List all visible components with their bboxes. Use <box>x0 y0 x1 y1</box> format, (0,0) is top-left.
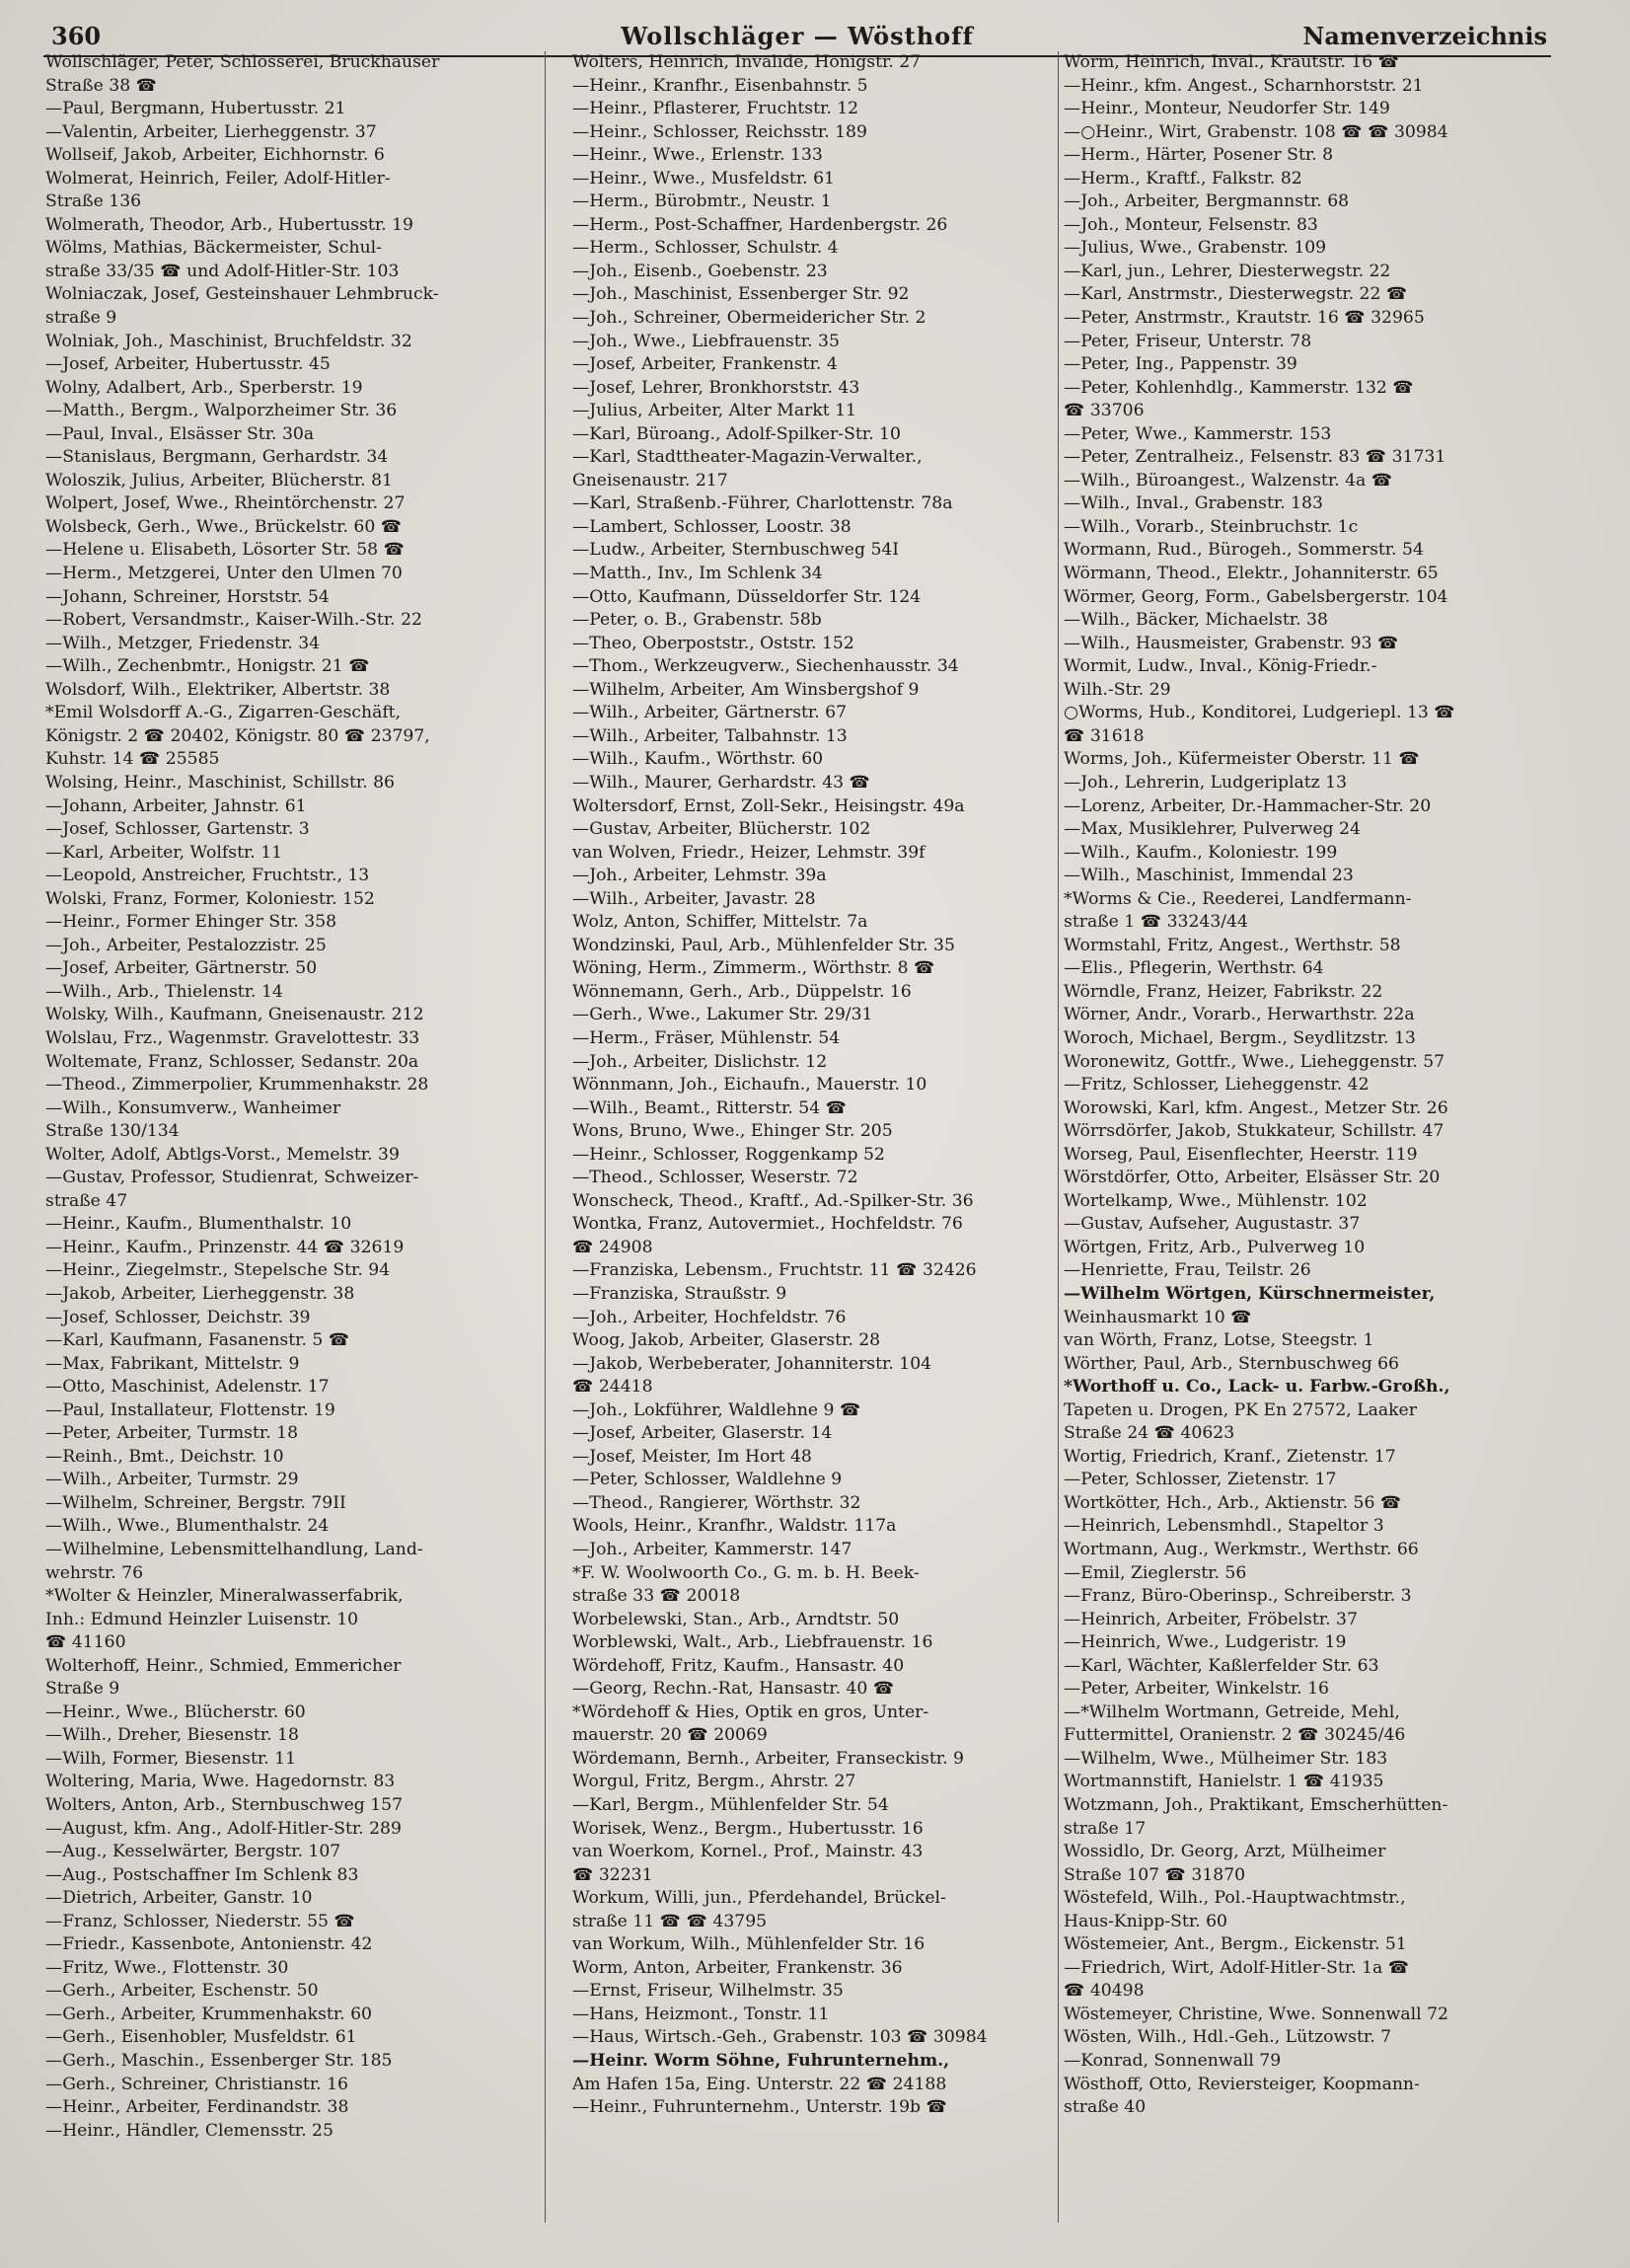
directory-entry-line: Woltemate, Franz, Schlosser, Sedanstr. 20a <box>45 1051 419 1072</box>
directory-entry-line: Wörther, Paul, Arb., Sternbuschweg 66 <box>1064 1353 1399 1374</box>
directory-entry-line: —Wilh., Arbeiter, Javastr. 28 <box>572 888 816 909</box>
directory-entry-line: Wönnmann, Joh., Eichaufn., Mauerstr. 10 <box>572 1075 927 1096</box>
directory-entry-line: —Joh., Lehrerin, Ludgeriplatz 13 <box>1064 772 1348 793</box>
directory-entry-line: —Franz, Schlosser, Niederstr. 55 ☎ <box>45 1911 355 1931</box>
directory-entry-line: —Leopold, Anstreicher, Fruchtstr., 13 <box>45 866 370 886</box>
directory-entry-line: straße 1 ☎ 33243/44 <box>1064 912 1248 933</box>
directory-entry-line: Straße 130/134 <box>45 1121 180 1142</box>
directory-entry-line: Wortelkamp, Wwe., Mühlenstr. 102 <box>1064 1190 1368 1211</box>
directory-entry-line: Wolmerat, Heinrich, Feiler, Adolf-Hitler- <box>45 168 391 189</box>
directory-entry-line: Wolniak, Joh., Maschinist, Bruchfeldstr. 32 <box>45 331 412 351</box>
directory-entry-line: —Wilh., Arbeiter, Turmstr. 29 <box>45 1470 299 1490</box>
directory-entry-line: Wolsbeck, Gerh., Wwe., Brückelstr. 60 ☎ <box>45 516 403 537</box>
directory-entry-line: —Joh., Lokführer, Waldlehne 9 ☎ <box>572 1399 861 1420</box>
directory-entry-line: —Stanislaus, Bergmann, Gerhardstr. 34 <box>45 447 389 468</box>
directory-entry-line: Wossidlo, Dr. Georg, Arzt, Mülheimer <box>1064 1842 1386 1862</box>
directory-entry-line: —Gerh., Schreiner, Christianstr. 16 <box>45 2074 348 2094</box>
directory-entry-line: —August, kfm. Ang., Adolf-Hitler-Str. 289 <box>45 1818 402 1839</box>
directory-entry-line: Worm, Heinrich, Inval., Krautstr. 16 ☎ <box>1064 52 1400 72</box>
directory-entry-line: —Ernst, Friseur, Wilhelmstr. 35 <box>572 1981 844 2002</box>
directory-entry-line: —Hans, Heizmont., Tonstr. 11 <box>572 2003 830 2024</box>
directory-entry-line: Woronewitz, Gottfr., Wwe., Lieheggenstr. 57 <box>1064 1051 1445 1072</box>
directory-entry-line: —Henriette, Frau, Teilstr. 26 <box>1064 1260 1311 1281</box>
directory-entry-line: —Heinr., Kranfhr., Eisenbahnstr. 5 <box>572 75 868 96</box>
directory-entry-line: —Joh., Monteur, Felsenstr. 83 <box>1064 214 1318 235</box>
directory-entry-line: —Gerh., Arbeiter, Eschenstr. 50 <box>45 1981 319 2002</box>
directory-entry-line: ☎ 24908 <box>572 1237 653 1257</box>
directory-entry-line: Futtermittel, Oranienstr. 2 ☎ 30245/46 <box>1064 1725 1406 1746</box>
directory-entry-line: Weinhausmarkt 10 ☎ <box>1064 1307 1252 1327</box>
directory-entry-line: ☎ 31618 <box>1064 725 1145 746</box>
directory-entry-line: —Gerh., Arbeiter, Krummenhakstr. 60 <box>45 2003 372 2024</box>
directory-entry-line: —Gustav, Professor, Studienrat, Schweizer- <box>45 1168 419 1188</box>
directory-entry-line: Woloszik, Julius, Arbeiter, Blücherstr. 81 <box>45 470 393 491</box>
directory-entry-line: —Paul, Inval., Elsässer Str. 30a <box>45 423 315 444</box>
directory-entry-line: ○Worms, Hub., Konditorei, Ludgeriepl. 13 ☎ <box>1064 703 1455 723</box>
directory-entry-line: —Fritz, Wwe., Flottenstr. 30 <box>45 1957 289 1978</box>
directory-entry-line: Wöning, Herm., Zimmerm., Wörthstr. 8 ☎ <box>572 958 935 979</box>
directory-entry-line: —Joh., Eisenb., Goebenstr. 23 <box>572 261 828 281</box>
directory-entry-line: —Lambert, Schlosser, Loostr. 38 <box>572 516 852 537</box>
directory-entry-line: —Heinr., Fuhrunternehm., Unterstr. 19b ☎ <box>572 2097 947 2118</box>
directory-entry-line: *Worms & Cie., Reederei, Landfermann- <box>1064 888 1412 909</box>
directory-entry-line: —Robert, Versandmstr., Kaiser-Wilh.-Str. 22 <box>45 610 422 631</box>
directory-entry-line: —○Heinr., Wirt, Grabenstr. 108 ☎ ☎ 30984 <box>1064 121 1448 142</box>
directory-entry-line: Wormstahl, Fritz, Angest., Werthstr. 58 <box>1064 935 1401 955</box>
directory-entry-line: —Matth., Inv., Im Schlenk 34 <box>572 564 823 584</box>
directory-entry-line: —Wilhelm Wörtgen, Kürschnermeister, <box>1064 1283 1436 1304</box>
directory-entry-line: —Karl, jun., Lehrer, Diesterwegstr. 22 <box>1064 261 1391 281</box>
directory-entry-line: van Workum, Wilh., Mühlenfelder Str. 16 <box>572 1934 926 1955</box>
directory-entry-line: —Heinr. Worm Söhne, Fuhrunternehm., <box>572 2051 950 2072</box>
directory-entry-line: Wortig, Friedrich, Kranf., Zietenstr. 17 <box>1064 1446 1396 1467</box>
directory-entry-line: —Herm., Fräser, Mühlenstr. 54 <box>572 1027 841 1048</box>
directory-entry-line: —Joh., Arbeiter, Lehmstr. 39a <box>572 866 827 886</box>
directory-entry-line: Am Hafen 15a, Eing. Unterstr. 22 ☎ 24188 <box>572 2074 947 2094</box>
directory-entry-line: *F. W. Woolwoorth Co., G. m. b. H. Beek- <box>572 1562 920 1583</box>
directory-entry-line: Wortmannstift, Hanielstr. 1 ☎ 41935 <box>1064 1772 1384 1792</box>
directory-entry-line: —Heinrich, Wwe., Ludgeristr. 19 <box>1064 1632 1347 1653</box>
directory-entry-line: —Joh., Arbeiter, Bergmannstr. 68 <box>1064 191 1350 212</box>
directory-entry-line: —Joh., Wwe., Liebfrauenstr. 35 <box>572 331 840 351</box>
directory-entry-line: —Herm., Metzgerei, Unter den Ulmen 70 <box>45 564 403 584</box>
directory-entry-line: Straße 136 <box>45 191 142 212</box>
directory-entry-line: —Heinr., Kaufm., Prinzenstr. 44 ☎ 32619 <box>45 1237 405 1257</box>
directory-entry-line: —Heinrich, Lebensmhdl., Stapeltor 3 <box>1064 1516 1384 1537</box>
directory-entry-line: —Joh., Maschinist, Essenberger Str. 92 <box>572 284 910 305</box>
directory-entry-line: —Franz, Büro-Oberinsp., Schreiberstr. 3 <box>1064 1586 1412 1607</box>
directory-entry-line: Wörner, Andr., Vorarb., Herwarthstr. 22a <box>1064 1005 1415 1025</box>
directory-entry-line: —Lorenz, Arbeiter, Dr.-Hammacher-Str. 20 <box>1064 795 1432 816</box>
directory-entry-line: —Paul, Installateur, Flottenstr. 19 <box>45 1399 335 1420</box>
directory-entry-line: —Wilhelm, Arbeiter, Am Winsbergshof 9 <box>572 679 920 700</box>
directory-entry-line: —Josef, Arbeiter, Hubertusstr. 45 <box>45 354 331 375</box>
directory-entry-line: Worisek, Wenz., Bergm., Hubertusstr. 16 <box>572 1818 924 1839</box>
directory-entry-line: —Theo, Oberpoststr., Oststr. 152 <box>572 633 854 653</box>
directory-entry-line: ☎ 32231 <box>572 1864 653 1885</box>
directory-entry-line: —Paul, Bergmann, Hubertusstr. 21 <box>45 99 346 119</box>
directory-entry-line: —Joh., Arbeiter, Dislichstr. 12 <box>572 1051 828 1072</box>
directory-entry-line: Worseg, Paul, Eisenflechter, Heerstr. 119 <box>1064 1144 1418 1165</box>
directory-entry-line: Wolniaczak, Josef, Gesteinshauer Lehmbruck- <box>45 284 439 305</box>
directory-entry-line: —Wilh., Beamt., Ritterstr. 54 ☎ <box>572 1097 848 1118</box>
directory-entry-line: Haus-Knipp-Str. 60 <box>1064 1911 1227 1931</box>
directory-entry-line: Wondzinski, Paul, Arb., Mühlenfelder Str. 35 <box>572 935 955 955</box>
directory-entry-line: —Herm., Kraftf., Falkstr. 82 <box>1064 168 1302 189</box>
directory-entry-line: Wolmerath, Theodor, Arb., Hubertusstr. 19 <box>45 214 413 235</box>
directory-entry-line: Inh.: Edmund Heinzler Luisenstr. 10 <box>45 1609 359 1629</box>
page-title: Wollschläger — Wösthoff <box>621 22 974 50</box>
directory-entry-line: Wools, Heinr., Kranfhr., Waldstr. 117a <box>572 1516 897 1537</box>
directory-entry-line: *Worthoff u. Co., Lack- u. Farbw.-Großh., <box>1064 1377 1450 1398</box>
directory-entry-line: *Wördehoff & Hies, Optik en gros, Unter- <box>572 1701 929 1722</box>
directory-entry-line: wehrstr. 76 <box>45 1562 144 1583</box>
directory-entry-line: Kuhstr. 14 ☎ 25585 <box>45 749 220 770</box>
directory-entry-line: —Theod., Zimmerpolier, Krummenhakstr. 28 <box>45 1075 429 1096</box>
directory-entry-line: Wörtgen, Fritz, Arb., Pulverweg 10 <box>1064 1237 1366 1257</box>
directory-entry-line: —Jakob, Arbeiter, Lierheggenstr. 38 <box>45 1283 355 1304</box>
directory-entry-line: —Johann, Arbeiter, Jahnstr. 61 <box>45 795 307 816</box>
column-2 <box>572 51 1062 2258</box>
directory-entry-line: —Heinr., Wwe., Blücherstr. 60 <box>45 1701 306 1722</box>
directory-entry-line: ☎ 24418 <box>572 1377 653 1398</box>
directory-entry-line: —Karl, Kaufmann, Fasanenstr. 5 ☎ <box>45 1330 350 1351</box>
directory-entry-line: Worbelewski, Stan., Arb., Arndtstr. 50 <box>572 1609 900 1629</box>
directory-entry-line: —Peter, Wwe., Kammerstr. 153 <box>1064 423 1332 444</box>
directory-entry-line: —Heinr., Ziegelmstr., Stepelsche Str. 94 <box>45 1260 391 1281</box>
directory-entry-line: Worms, Joh., Küfermeister Oberstr. 11 ☎ <box>1064 749 1420 770</box>
directory-entry-line: Wörmann, Theod., Elektr., Johanniterstr. 65 <box>1064 564 1439 584</box>
directory-entry-line: —Josef, Schlosser, Gartenstr. 3 <box>45 819 310 840</box>
directory-entry-line: Woroch, Michael, Bergm., Seydlitzstr. 13 <box>1064 1027 1416 1048</box>
directory-entry-line: —Heinr., Former Ehinger Str. 358 <box>45 912 337 933</box>
directory-entry-line: Wolski, Franz, Former, Koloniestr. 152 <box>45 888 375 909</box>
directory-entry-line: Wollseif, Jakob, Arbeiter, Eichhornstr. 6 <box>45 145 385 166</box>
column-1 <box>45 51 541 2258</box>
directory-entry-line: Wolpert, Josef, Wwe., Rheintörchenstr. 27 <box>45 493 406 514</box>
directory-entry-line: Wöstemeyer, Christine, Wwe. Sonnenwall 72 <box>1064 2003 1448 2024</box>
directory-entry-line: —Peter, Arbeiter, Winkelstr. 16 <box>1064 1679 1329 1700</box>
directory-entry-line: Straße 9 <box>45 1679 120 1700</box>
directory-entry-line: —Otto, Maschinist, Adelenstr. 17 <box>45 1377 330 1398</box>
directory-entry-line: *Emil Wolsdorff A.-G., Zigarren-Geschäft, <box>45 703 402 723</box>
directory-entry-line: —Peter, Zentralheiz., Felsenstr. 83 ☎ 31731 <box>1064 447 1446 468</box>
directory-entry-line: Worowski, Karl, kfm. Angest., Metzer Str. 26 <box>1064 1097 1448 1118</box>
directory-entry-line: —Franziska, Lebensm., Fruchtstr. 11 ☎ 32426 <box>572 1260 977 1281</box>
column-3 <box>1064 51 1577 2258</box>
directory-entry-line: —Aug., Postschaffner Im Schlenk 83 <box>45 1864 359 1885</box>
directory-entry-line: —Theod., Schlosser, Weserstr. 72 <box>572 1168 858 1188</box>
directory-entry-line: —Wilh., Dreher, Biesenstr. 18 <box>45 1725 299 1746</box>
directory-entry-line: —Peter, Kohlenhdlg., Kammerstr. 132 ☎ <box>1064 377 1414 398</box>
directory-entry-line: —Konrad, Sonnenwall 79 <box>1064 2051 1282 2072</box>
directory-entry-line: Worgul, Fritz, Bergm., Ahrstr. 27 <box>572 1772 856 1792</box>
directory-entry-line: —Karl, Anstrmstr., Diesterwegstr. 22 ☎ <box>1064 284 1408 305</box>
directory-entry-line: —Karl, Büroang., Adolf-Spilker-Str. 10 <box>572 423 901 444</box>
directory-entry-line: —Wilhelm, Schreiner, Bergstr. 79II <box>45 1492 346 1513</box>
directory-entry-line: —Herm., Post-Schaffner, Hardenbergstr. 26 <box>572 214 948 235</box>
directory-entry-line: —Josef, Arbeiter, Frankenstr. 4 <box>572 354 838 375</box>
directory-entry-line: —Joh., Arbeiter, Kammerstr. 147 <box>572 1540 852 1559</box>
directory-entry-line: —Wilh., Wwe., Blumenthalstr. 24 <box>45 1516 330 1537</box>
directory-entry-line: —Gerh., Eisenhobler, Musfeldstr. 61 <box>45 2027 357 2048</box>
directory-entry-line: —Wilh., Metzger, Friedenstr. 34 <box>45 633 321 653</box>
directory-entry-line: Wolsdorf, Wilh., Elektriker, Albertstr. 38 <box>45 679 391 700</box>
directory-entry-line: Gneisenaustr. 217 <box>572 470 728 491</box>
section-title: Namenverzeichnis <box>1302 22 1547 50</box>
directory-entry-line: Workum, Willi, jun., Pferdehandel, Brückel- <box>572 1888 946 1909</box>
directory-entry-line: Wösten, Wilh., Hdl.-Geh., Lützowstr. 7 <box>1064 2027 1392 2048</box>
directory-entry-line: —Josef, Arbeiter, Glaserstr. 14 <box>572 1423 833 1444</box>
directory-entry-line: Wolter, Adolf, Abtlgs-Vorst., Memelstr. 39 <box>45 1144 400 1165</box>
directory-entry-line: Woltersdorf, Ernst, Zoll-Sekr., Heisingstr. 49a <box>572 795 965 816</box>
directory-entry-line: —Wilhelmine, Lebensmittelhandlung, Land- <box>45 1540 423 1559</box>
directory-entry-line: —*Wilhelm Wortmann, Getreide, Mehl, <box>1064 1701 1400 1722</box>
directory-entry-line: —Friedrich, Wirt, Adolf-Hitler-Str. 1a ☎ <box>1064 1957 1410 1978</box>
directory-entry-line: —Valentin, Arbeiter, Lierheggenstr. 37 <box>45 121 377 142</box>
directory-entry-line: straße 47 <box>45 1190 128 1211</box>
directory-entry-line: Königstr. 2 ☎ 20402, Königstr. 80 ☎ 23797, <box>45 725 430 746</box>
directory-entry-line: —Peter, Schlosser, Zietenstr. 17 <box>1064 1470 1337 1490</box>
directory-entry-line: Wörstdörfer, Otto, Arbeiter, Elsässer Str. 20 <box>1064 1168 1441 1188</box>
directory-entry-line: Tapeten u. Drogen, PK En 27572, Laaker <box>1064 1399 1417 1420</box>
directory-entry-line: —Georg, Rechn.-Rat, Hansastr. 40 ☎ <box>572 1679 895 1700</box>
directory-entry-line: —Heinr., kfm. Angest., Scharnhorststr. 21 <box>1064 75 1424 96</box>
directory-entry-line: *Wolter & Heinzler, Mineralwasserfabrik, <box>45 1586 404 1607</box>
directory-entry-line: —Peter, Ing., Pappenstr. 39 <box>1064 354 1297 375</box>
directory-entry-line: —Otto, Kaufmann, Düsseldorfer Str. 124 <box>572 586 922 607</box>
directory-entry-line: Straße 38 ☎ <box>45 75 158 96</box>
directory-entry-line: —Wilh., Maschinist, Immendal 23 <box>1064 866 1354 886</box>
directory-entry-line: —Heinr., Wwe., Erlenstr. 133 <box>572 145 823 166</box>
directory-entry-line: —Theod., Rangierer, Wörthstr. 32 <box>572 1492 861 1513</box>
column-divider <box>545 51 546 2223</box>
directory-entry-line: —Josef, Arbeiter, Gärtnerstr. 50 <box>45 958 318 979</box>
directory-entry-line: —Wilhelm, Wwe., Mülheimer Str. 183 <box>1064 1748 1388 1769</box>
directory-entry-line: —Wilh., Arb., Thielenstr. 14 <box>45 981 283 1002</box>
directory-entry-line: Wördemann, Bernh., Arbeiter, Franseckistr. 9 <box>572 1748 964 1769</box>
directory-entry-line: —Matth., Bergm., Walporzheimer Str. 36 <box>45 401 398 421</box>
directory-entry-line: Wolsky, Wilh., Kaufmann, Gneisenaustr. 212 <box>45 1005 424 1025</box>
directory-entry-line: —Franziska, Straußstr. 9 <box>572 1283 787 1304</box>
directory-entry-line: —Gustav, Aufseher, Augustastr. 37 <box>1064 1214 1361 1235</box>
directory-entry-line: Wolslau, Frz., Wagenmstr. Gravelottestr. 33 <box>45 1027 420 1048</box>
directory-entry-line: —Peter, Arbeiter, Turmstr. 18 <box>45 1423 299 1444</box>
directory-entry-line: Woog, Jakob, Arbeiter, Glaserstr. 28 <box>572 1330 881 1351</box>
directory-entry-line: —Karl, Straßenb.-Führer, Charlottenstr. 78a <box>572 493 953 514</box>
directory-entry-line: —Gerh., Maschin., Essenberger Str. 185 <box>45 2051 393 2072</box>
directory-entry-line: —Ludw., Arbeiter, Sternbuschweg 54I <box>572 540 900 561</box>
directory-entry-line: van Wörth, Franz, Lotse, Steegstr. 1 <box>1064 1330 1374 1351</box>
directory-entry-line: —Peter, o. B., Grabenstr. 58b <box>572 610 822 631</box>
directory-entry-line: —Josef, Schlosser, Deichstr. 39 <box>45 1307 311 1327</box>
directory-entry-line: —Max, Fabrikant, Mittelstr. 9 <box>45 1353 300 1374</box>
directory-entry-line: Wontka, Franz, Autovermiet., Hochfeldstr. 76 <box>572 1214 963 1235</box>
directory-entry-line: Wolterhoff, Heinr., Schmied, Emmericher <box>45 1655 402 1676</box>
directory-entry-line: —Julius, Arbeiter, Alter Markt 11 <box>572 401 856 421</box>
directory-entry-line: Wolz, Anton, Schiffer, Mittelstr. 7a <box>572 912 868 933</box>
directory-entry-line: —Johann, Schreiner, Horststr. 54 <box>45 586 330 607</box>
directory-entry-line: Wortkötter, Hch., Arb., Aktienstr. 56 ☎ <box>1064 1492 1402 1513</box>
directory-entry-line: Straße 107 ☎ 31870 <box>1064 1864 1246 1885</box>
directory-entry-line: —Peter, Schlosser, Waldlehne 9 <box>572 1470 843 1490</box>
directory-entry-line: —Peter, Friseur, Unterstr. 78 <box>1064 331 1312 351</box>
directory-entry-line: —Karl, Bergm., Mühlenfelder Str. 54 <box>572 1795 889 1816</box>
directory-entry-line: —Thom., Werkzeugverw., Siechenhausstr. 34 <box>572 656 959 677</box>
directory-entry-line: —Herm., Härter, Posener Str. 8 <box>1064 145 1334 166</box>
directory-entry-line: —Gustav, Arbeiter, Blücherstr. 102 <box>572 819 871 840</box>
directory-entry-line: Wolsing, Heinr., Maschinist, Schillstr. 86 <box>45 772 395 793</box>
directory-entry-line: Wons, Bruno, Wwe., Ehinger Str. 205 <box>572 1121 893 1142</box>
directory-entry-line: —Jakob, Werbeberater, Johanniterstr. 104 <box>572 1353 932 1374</box>
directory-entry-line: —Heinr., Händler, Clemensstr. 25 <box>45 2120 333 2141</box>
directory-entry-line: —Reinh., Bmt., Deichstr. 10 <box>45 1446 284 1467</box>
directory-entry-line: —Josef, Lehrer, Bronkhorststr. 43 <box>572 377 860 398</box>
directory-entry-line: Wörmer, Georg, Form., Gabelsbergerstr. 104 <box>1064 586 1448 607</box>
directory-entry-line: —Wilh., Inval., Grabenstr. 183 <box>1064 493 1323 514</box>
directory-entry-line: —Josef, Meister, Im Hort 48 <box>572 1446 812 1467</box>
directory-entry-line: —Heinr., Wwe., Musfeldstr. 61 <box>572 168 835 189</box>
directory-entry-line: —Wilh., Bäcker, Michaelstr. 38 <box>1064 610 1328 631</box>
directory-entry-line: Wortmann, Aug., Werkmstr., Werthstr. 66 <box>1064 1540 1419 1559</box>
directory-entry-line: —Julius, Wwe., Grabenstr. 109 <box>1064 238 1327 259</box>
directory-entry-line: straße 17 <box>1064 1818 1147 1839</box>
directory-entry-line: —Heinr., Pflasterer, Fruchtstr. 12 <box>572 99 859 119</box>
page-number: 360 <box>51 22 102 50</box>
directory-entry-line: —Wilh., Arbeiter, Gärtnerstr. 67 <box>572 703 848 723</box>
directory-entry-line: —Wilh., Maurer, Gerhardstr. 43 ☎ <box>572 772 870 793</box>
directory-entry-line: Wolters, Anton, Arb., Sternbuschweg 157 <box>45 1795 404 1816</box>
directory-entry-line: —Joh., Arbeiter, Pestalozzistr. 25 <box>45 935 327 955</box>
directory-entry-line: —Wilh., Zechenbmtr., Honigstr. 21 ☎ <box>45 656 370 677</box>
directory-entry-line: —Max, Musiklehrer, Pulverweg 24 <box>1064 819 1361 840</box>
directory-entry-line: van Wolven, Friedr., Heizer, Lehmstr. 39f <box>572 842 926 863</box>
directory-entry-line: —Fritz, Schlosser, Lieheggenstr. 42 <box>1064 1075 1370 1096</box>
directory-entry-line: —Friedr., Kassenbote, Antonienstr. 42 <box>45 1934 373 1955</box>
directory-entry-line: —Joh., Arbeiter, Hochfeldstr. 76 <box>572 1307 847 1327</box>
directory-entry-line: Wollschläger, Peter, Schlosserei, Bruckhauser <box>45 52 440 72</box>
directory-entry-line: straße 9 <box>45 308 117 329</box>
directory-entry-line: Wöstemeier, Ant., Bergm., Eickenstr. 51 <box>1064 1934 1407 1955</box>
directory-entry-line: —Heinr., Schlosser, Roggenkamp 52 <box>572 1144 885 1165</box>
directory-entry-line: —Emil, Zieglerstr. 56 <box>1064 1562 1247 1583</box>
directory-entry-line: —Joh., Schreiner, Obermeidericher Str. 2 <box>572 308 926 329</box>
directory-entry-line: —Aug., Kesselwärter, Bergstr. 107 <box>45 1842 341 1862</box>
directory-entry-line: Worm, Anton, Arbeiter, Frankenstr. 36 <box>572 1957 903 1978</box>
directory-entry-line: Wormit, Ludw., Inval., König-Friedr.- <box>1064 656 1377 677</box>
directory-entry-line: Wolny, Adalbert, Arb., Sperberstr. 19 <box>45 377 363 398</box>
directory-entry-line: straße 11 ☎ ☎ 43795 <box>572 1911 768 1931</box>
directory-entry-line: van Woerkom, Kornel., Prof., Mainstr. 43 <box>572 1842 924 1862</box>
directory-entry-line: Wotzmann, Joh., Praktikant, Emscherhütten- <box>1064 1795 1448 1816</box>
directory-entry-line: Wormann, Rud., Bürogeh., Sommerstr. 54 <box>1064 540 1424 561</box>
directory-entry-line: Wöstefeld, Wilh., Pol.-Hauptwachtmstr., <box>1064 1888 1406 1909</box>
directory-entry-line: —Wilh., Vorarb., Steinbruchstr. 1c <box>1064 516 1359 537</box>
directory-entry-line: straße 33/35 ☎ und Adolf-Hitler-Str. 103 <box>45 261 400 281</box>
directory-entry-line: —Heinrich, Arbeiter, Fröbelstr. 37 <box>1064 1609 1358 1629</box>
directory-entry-line: straße 40 <box>1064 2097 1147 2118</box>
directory-entry-line: —Wilh., Büroangest., Walzenstr. 4a ☎ <box>1064 470 1393 491</box>
directory-entry-line: ☎ 40498 <box>1064 1981 1145 2002</box>
directory-entry-line: Woltering, Maria, Wwe. Hagedornstr. 83 <box>45 1772 396 1792</box>
directory-entry-line: —Wilh., Hausmeister, Grabenstr. 93 ☎ <box>1064 633 1399 653</box>
directory-entry-line: —Herm., Schlosser, Schulstr. 4 <box>572 238 839 259</box>
directory-entry-line: —Wilh., Kaufm., Koloniestr. 199 <box>1064 842 1338 863</box>
directory-entry-line: —Helene u. Elisabeth, Lösorter Str. 58 ☎ <box>45 540 405 561</box>
directory-entry-line: —Herm., Bürobmtr., Neustr. 1 <box>572 191 832 212</box>
directory-entry-line: Wolters, Heinrich, Invalide, Honigstr. 27 <box>572 52 922 72</box>
directory-entry-line: —Wilh., Konsumverw., Wanheimer <box>45 1097 341 1118</box>
directory-entry-line: Wilh.-Str. 29 <box>1064 679 1171 700</box>
directory-entry-line: straße 33 ☎ 20018 <box>572 1586 741 1607</box>
directory-entry-line: ☎ 33706 <box>1064 401 1145 421</box>
directory-entry-line: mauerstr. 20 ☎ 20069 <box>572 1725 768 1746</box>
directory-entry-line: Worblewski, Walt., Arb., Liebfrauenstr. 16 <box>572 1632 933 1653</box>
directory-entry-line: Wonscheck, Theod., Kraftf., Ad.-Spilker-Str. 36 <box>572 1190 974 1211</box>
directory-entry-line: Wörrsdörfer, Jakob, Stukkateur, Schillstr. 47 <box>1064 1121 1445 1142</box>
directory-entry-line: —Heinr., Kaufm., Blumenthalstr. 10 <box>45 1214 352 1235</box>
directory-entry-line: —Wilh., Arbeiter, Talbahnstr. 13 <box>572 725 848 746</box>
directory-entry-line: —Karl, Arbeiter, Wolfstr. 11 <box>45 842 283 863</box>
directory-entry-line: Straße 24 ☎ 40623 <box>1064 1423 1235 1444</box>
directory-entry-line: Wönnemann, Gerh., Arb., Düppelstr. 16 <box>572 981 912 1002</box>
directory-entry-line: —Peter, Anstrmstr., Krautstr. 16 ☎ 32965 <box>1064 308 1425 329</box>
directory-entry-line: —Karl, Stadttheater-Magazin-Verwalter., <box>572 447 923 468</box>
directory-entry-line: Wördehoff, Fritz, Kaufm., Hansastr. 40 <box>572 1655 905 1676</box>
directory-entry-line: Wörndle, Franz, Heizer, Fabrikstr. 22 <box>1064 981 1383 1002</box>
directory-entry-line: ☎ 41160 <box>45 1632 126 1653</box>
directory-entry-line: —Haus, Wirtsch.-Geh., Grabenstr. 103 ☎ 30984 <box>572 2027 988 2048</box>
directory-entry-line: —Dietrich, Arbeiter, Ganstr. 10 <box>45 1888 313 1909</box>
directory-entry-line: —Gerh., Wwe., Lakumer Str. 29/31 <box>572 1005 873 1025</box>
directory-entry-line: —Heinr., Arbeiter, Ferdinandstr. 38 <box>45 2097 349 2118</box>
directory-entry-line: —Wilh, Former, Biesenstr. 11 <box>45 1748 297 1769</box>
directory-entry-line: —Heinr., Monteur, Neudorfer Str. 149 <box>1064 99 1390 119</box>
directory-entry-line: —Heinr., Schlosser, Reichsstr. 189 <box>572 121 867 142</box>
directory-entry-line: Wösthoff, Otto, Reviersteiger, Koopmann- <box>1064 2074 1420 2094</box>
directory-entry-line: Wölms, Mathias, Bäckermeister, Schul- <box>45 238 382 259</box>
directory-entry-line: —Karl, Wächter, Kaßlerfelder Str. 63 <box>1064 1655 1379 1676</box>
directory-entry-line: —Wilh., Kaufm., Wörthstr. 60 <box>572 749 824 770</box>
directory-entry-line: —Elis., Pflegerin, Werthstr. 64 <box>1064 958 1324 979</box>
